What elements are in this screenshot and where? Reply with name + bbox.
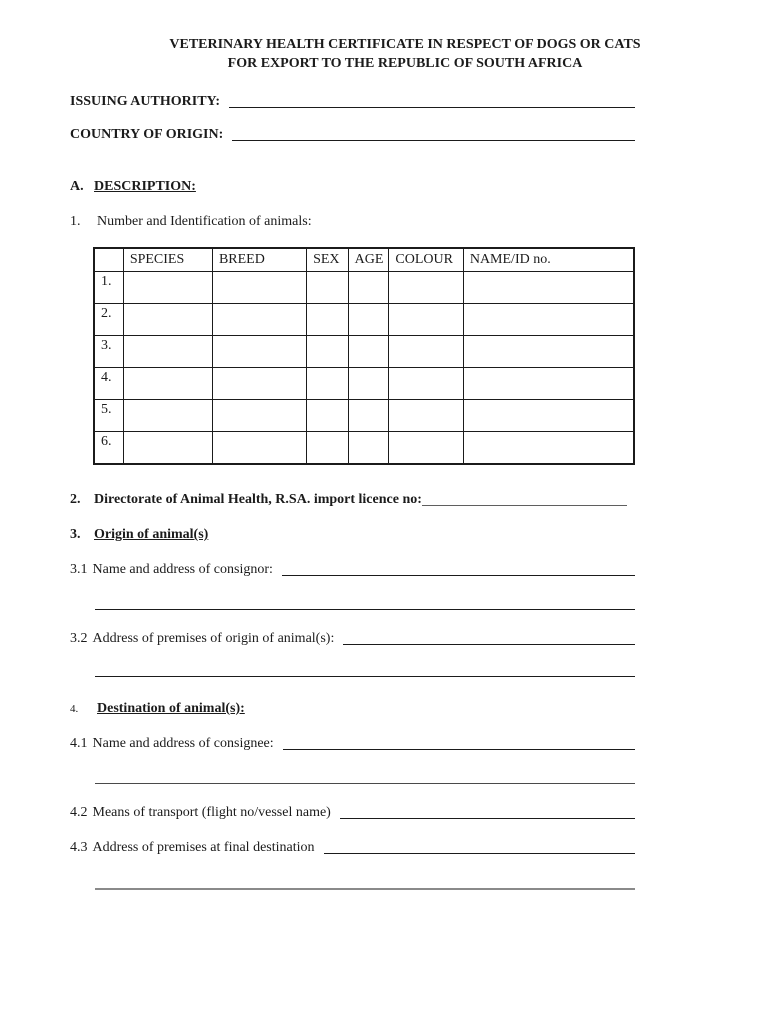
consignor-label: Name and address of consignor:: [92, 562, 273, 577]
table-cell-name-id[interactable]: [463, 400, 634, 432]
table-cell-age[interactable]: [348, 368, 389, 400]
table-cell-species[interactable]: [123, 368, 212, 400]
table-row: [94, 272, 634, 304]
consignee-continuation-line[interactable]: [95, 783, 635, 784]
table-cell-breed[interactable]: [212, 272, 306, 304]
page-title: [0, 0, 770, 73]
table-cell-name-id[interactable]: [463, 368, 634, 400]
item-1-heading: [70, 214, 635, 230]
table-cell-colour[interactable]: [389, 304, 463, 336]
table-row: [94, 432, 634, 465]
premises-origin-number: 3.2: [70, 631, 88, 646]
table-cell-age[interactable]: [348, 400, 389, 432]
table-cell-species[interactable]: [123, 432, 212, 465]
table-cell-sex[interactable]: [307, 432, 349, 465]
consignor-continuation-line[interactable]: [95, 609, 635, 610]
consignor-blank-line[interactable]: [282, 575, 635, 576]
final-destination-number: 4.3: [70, 840, 88, 855]
table-header-name-id: NAME/ID no.: [463, 248, 634, 272]
premises-origin-continuation-line[interactable]: [95, 676, 635, 677]
consignee-number: 4.1: [70, 736, 88, 751]
table-cell-sex[interactable]: [307, 336, 349, 368]
table-header-species: SPECIES: [123, 248, 212, 272]
table-cell-sex[interactable]: [307, 400, 349, 432]
row-number: 5.: [94, 400, 123, 432]
table-row: [94, 336, 634, 368]
table-row: [94, 304, 634, 336]
table-row: [94, 400, 634, 432]
table-cell-age[interactable]: [348, 272, 389, 304]
premises-origin-blank-line[interactable]: [343, 644, 635, 645]
country-of-origin-label: COUNTRY OF ORIGIN:: [70, 127, 224, 142]
transport-number: 4.2: [70, 805, 88, 820]
section-a-heading: [70, 179, 635, 195]
table-cell-breed[interactable]: [212, 432, 306, 465]
section-3-heading: [70, 527, 635, 543]
table-header-breed: BREED: [212, 248, 306, 272]
row-number: 2.: [94, 304, 123, 336]
transport-label: Means of transport (flight no/vessel name): [92, 805, 331, 820]
table-cell-age[interactable]: [348, 432, 389, 465]
table-cell-species[interactable]: [123, 304, 212, 336]
table-cell-age[interactable]: [348, 336, 389, 368]
row-number: 6.: [94, 432, 123, 465]
section-4-heading: [70, 701, 635, 717]
table-cell-sex[interactable]: [307, 368, 349, 400]
row-number: 4.: [94, 368, 123, 400]
final-destination-blank-line[interactable]: [324, 853, 635, 854]
table-row: [94, 368, 634, 400]
table-cell-colour[interactable]: [389, 400, 463, 432]
country-of-origin-blank-line[interactable]: [232, 140, 635, 141]
section-a-number: A.: [70, 179, 84, 194]
table-cell-sex[interactable]: [307, 272, 349, 304]
transport-row: [70, 805, 635, 821]
table-header-colour: COLOUR: [389, 248, 463, 272]
issuing-authority-row: [70, 94, 635, 110]
table-header-sex: SEX: [307, 248, 349, 272]
table-cell-breed[interactable]: [212, 336, 306, 368]
consignee-row: [70, 736, 635, 752]
section-3-title: Origin of animal(s): [94, 527, 209, 542]
table-cell-colour[interactable]: [389, 432, 463, 465]
table-cell-name-id[interactable]: [463, 336, 634, 368]
section-2-row: [70, 492, 635, 508]
table-cell-breed[interactable]: [212, 368, 306, 400]
section-4-title: Destination of animal(s):: [97, 701, 245, 716]
issuing-authority-blank-line[interactable]: [229, 107, 635, 108]
final-destination-row: [70, 840, 635, 856]
transport-blank-line[interactable]: [340, 818, 635, 819]
table-cell-colour[interactable]: [389, 368, 463, 400]
section-2-number: 2.: [70, 492, 81, 507]
table-cell-sex[interactable]: [307, 304, 349, 336]
table-header-age: AGE: [348, 248, 389, 272]
premises-origin-row: [70, 631, 635, 647]
table-header-row: [94, 248, 634, 272]
item-1-number: 1.: [70, 214, 81, 229]
table-cell-name-id[interactable]: [463, 272, 634, 304]
table-header-blank: [94, 248, 123, 272]
table-cell-species[interactable]: [123, 336, 212, 368]
consignee-blank-line[interactable]: [283, 749, 635, 750]
consignee-label: Name and address of consignee:: [92, 736, 274, 751]
section-a-title: DESCRIPTION:: [94, 179, 196, 194]
issuing-authority-label: ISSUING AUTHORITY:: [70, 94, 221, 109]
section-4-number: 4.: [70, 703, 79, 715]
table-cell-colour[interactable]: [389, 336, 463, 368]
final-destination-continuation-line[interactable]: [95, 888, 635, 890]
table-cell-species[interactable]: [123, 400, 212, 432]
page-title-line2: FOR EXPORT TO THE REPUBLIC OF SOUTH AFRICA: [227, 56, 583, 71]
item-1-text: Number and Identification of animals:: [97, 214, 312, 229]
table-cell-name-id[interactable]: [463, 304, 634, 336]
table-cell-breed[interactable]: [212, 400, 306, 432]
table-cell-name-id[interactable]: [463, 432, 634, 465]
consignor-number: 3.1: [70, 562, 88, 577]
country-of-origin-row: [70, 127, 635, 143]
table-cell-colour[interactable]: [389, 272, 463, 304]
row-number: 3.: [94, 336, 123, 368]
premises-origin-label: Address of premises of origin of animal(s):: [92, 631, 335, 646]
row-number: 1.: [94, 272, 123, 304]
import-licence-no-blank-line[interactable]: [422, 505, 627, 506]
section-3-number: 3.: [70, 527, 81, 542]
table-cell-breed[interactable]: [212, 304, 306, 336]
page-title-line1: VETERINARY HEALTH CERTIFICATE IN RESPECT OF DOGS OR CATS: [169, 37, 641, 52]
final-destination-label: Address of premises at final destination: [92, 840, 315, 855]
table-cell-species[interactable]: [123, 272, 212, 304]
animals-table: [93, 247, 635, 465]
table-cell-age[interactable]: [348, 304, 389, 336]
consignor-row: [70, 562, 635, 578]
section-2-text: Directorate of Animal Health, R.SA. import licence no:: [94, 492, 422, 507]
